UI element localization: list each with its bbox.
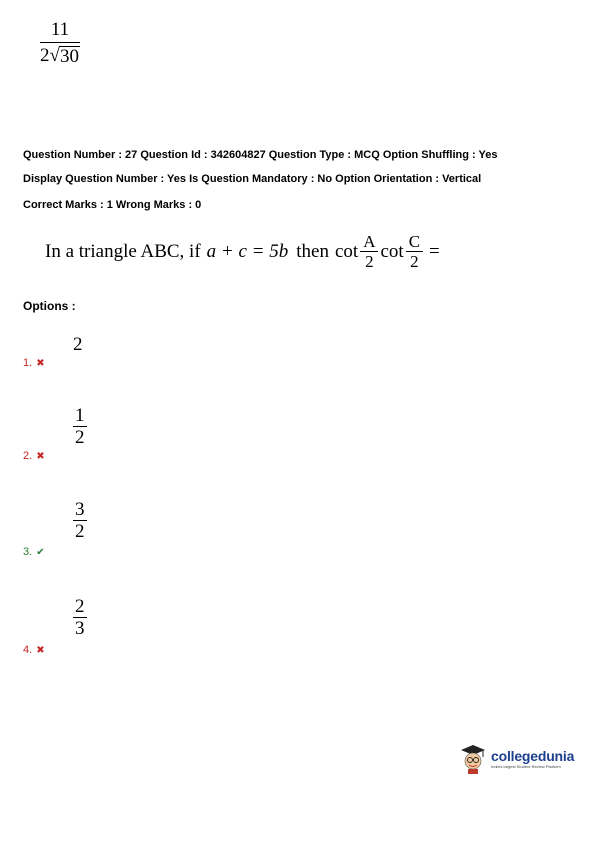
option-4-value bbox=[73, 596, 87, 639]
cross-icon: ✖ bbox=[36, 450, 45, 462]
fraction-denominator: 2 bbox=[410, 252, 419, 271]
question-prefix: In a triangle ABC, if bbox=[45, 240, 201, 262]
radical-sign: √ bbox=[49, 45, 60, 66]
fraction-denominator: 3 bbox=[75, 618, 85, 639]
cot-label-2: cot bbox=[380, 240, 404, 262]
fraction-numerator: 3 bbox=[75, 499, 85, 520]
fraction-numerator: A bbox=[363, 232, 376, 251]
fraction-numerator: 1 bbox=[75, 405, 85, 426]
cot-label-1: cot bbox=[334, 240, 359, 262]
option-1-value: 2 bbox=[73, 334, 83, 355]
option-4-number: 4. bbox=[23, 644, 33, 656]
fraction-numerator: 2 bbox=[75, 596, 85, 617]
option-2-number: 2. bbox=[23, 450, 33, 462]
option-3-marker bbox=[23, 546, 45, 558]
equals-sign: = bbox=[429, 240, 440, 262]
fraction-denominator: 2 bbox=[75, 427, 85, 448]
coefficient: 2 bbox=[40, 45, 50, 66]
options-label: Options : bbox=[23, 299, 76, 313]
fraction-a-over-2 bbox=[360, 232, 378, 271]
question-meta-line-2: Display Question Number : Yes Is Question Mandatory : No Option Orientation : Vertical bbox=[23, 173, 482, 185]
question-meta-line-3: Correct Marks : 1 Wrong Marks : 0 bbox=[23, 199, 202, 211]
option-4-marker bbox=[23, 644, 45, 656]
fraction-denominator bbox=[40, 43, 80, 66]
question-then: then bbox=[296, 240, 329, 262]
option-3-value bbox=[73, 499, 87, 542]
option-2-value bbox=[73, 405, 87, 448]
question-meta-line-1: Question Number : 27 Question Id : 342604827 Question Type : MCQ Option Shuffling : Yes bbox=[23, 149, 498, 161]
logo-wordmark: collegedunia bbox=[491, 747, 575, 764]
check-icon: ✔ bbox=[36, 546, 45, 558]
fraction-c-over-2 bbox=[406, 232, 423, 271]
radicand: 30 bbox=[59, 46, 79, 67]
option-1-number: 1. bbox=[23, 357, 33, 369]
fraction-numerator: C bbox=[408, 232, 421, 251]
logo-tagline: India's largest Student Review Platform bbox=[491, 763, 561, 769]
student-mascot-icon bbox=[458, 742, 488, 774]
previous-answer-fraction bbox=[40, 20, 80, 66]
fraction-denominator: 2 bbox=[365, 252, 374, 271]
cross-icon: ✖ bbox=[36, 644, 45, 656]
fraction-denominator: 2 bbox=[75, 521, 85, 542]
question-text bbox=[45, 232, 440, 271]
fraction-numerator: 11 bbox=[50, 19, 70, 40]
collegedunia-logo bbox=[458, 742, 574, 774]
cross-icon: ✖ bbox=[36, 357, 45, 369]
option-3-number: 3. bbox=[23, 546, 33, 558]
option-1-marker bbox=[23, 357, 45, 369]
question-condition: a + c = 5b bbox=[206, 240, 289, 262]
option-2-marker bbox=[23, 450, 45, 462]
